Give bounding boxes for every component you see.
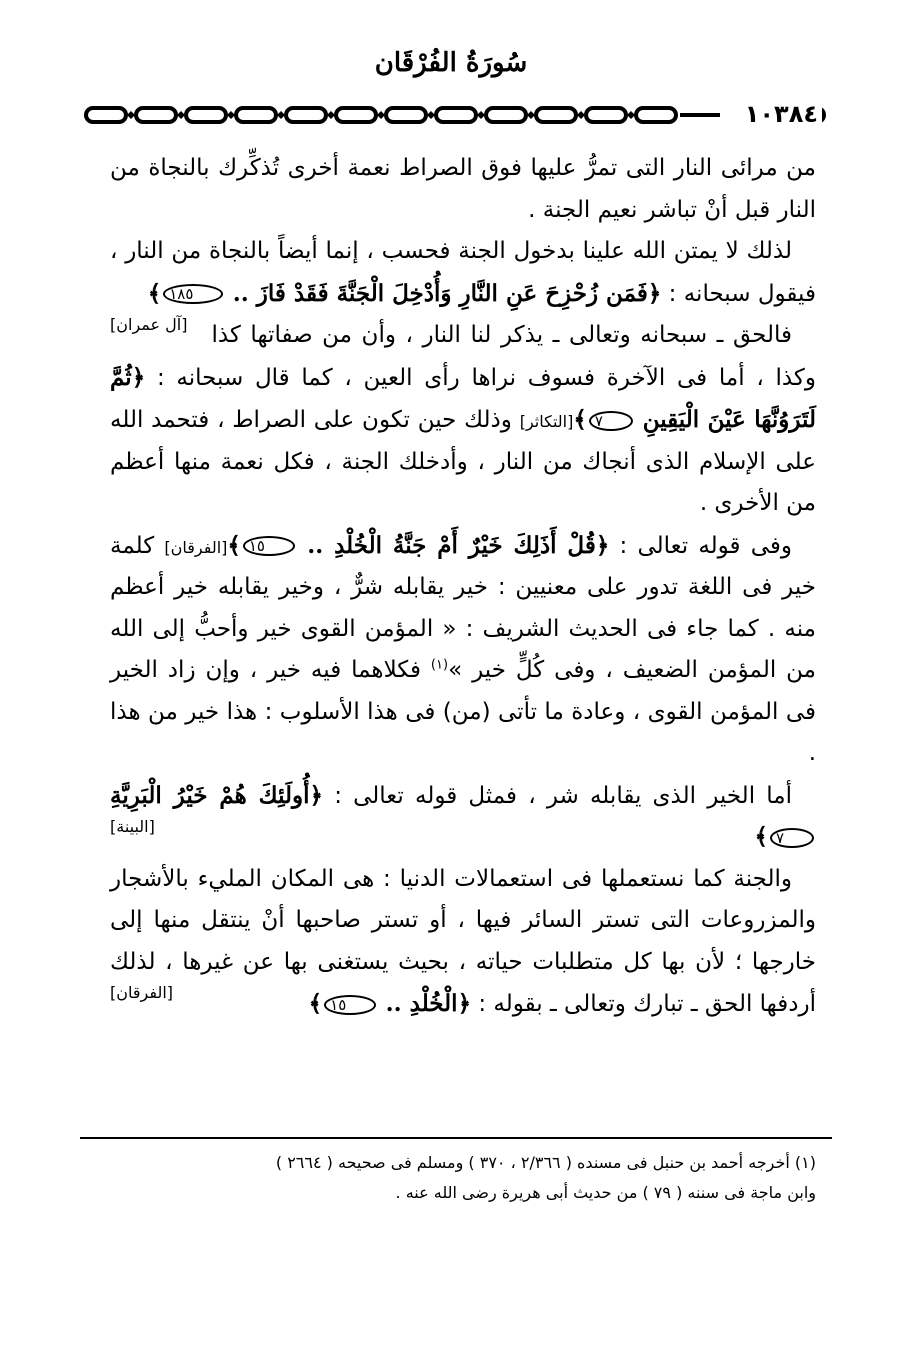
quran-verse-al-bayyina-7: أُولَئِكَ هُمْ خَيْرُ الْبَرِيَّةِ <box>110 781 310 809</box>
surah-reference-al-furqan: [الفرقان] <box>110 983 173 1002</box>
footnotes <box>110 1148 816 1208</box>
ornamental-header-rule <box>80 104 828 126</box>
ayah-number-7: ٧ <box>589 411 633 431</box>
paragraph-6 <box>110 859 816 1026</box>
surah-reference-al-bayyina: [البينة] <box>110 817 155 836</box>
ornate-bracket-open: ﴿ <box>457 991 472 1017</box>
surah-title: سُورَةُ الفُرْقَان <box>374 48 528 78</box>
paragraph-1: من مرائى النار التى تمرُّ عليها فوق الصراط نعمة أخرى تُذكِّرك بالنجاة من النار قبل أنْ تباشر نعيم الجنة . <box>110 155 816 223</box>
footnote-line-1: (١) أخرجه أحمد بن حنبل فى مسنده ( ٢/٣٦٦ ، ٣٧٠ ) ومسلم فى صحيحه ( ٢٦٦٤ ) <box>275 1153 816 1172</box>
paragraph-4-text-c: فكلاهما فيه خير ، وإن زاد الخير فى المؤمن القوى ، وعادة ما تأتى (من) فى هذا الأسلوب : هذا خير من هذا . <box>110 657 816 766</box>
ornate-bracket-open: ﴿ <box>131 364 146 391</box>
paragraph-2 <box>110 231 816 334</box>
paragraph-2-text: لذلك لا يمتن الله علينا بدخول الجنة فحسب ، إنما أيضاً بالنجاة من النار ، فيقول سبحانه : <box>110 238 816 307</box>
footnote-line-2: وابن ماجة فى سننه ( ٧٩ ) من حديث أبى هريرة رضى الله عنه . <box>395 1183 816 1202</box>
paragraph-3-text-b: وذلك حين تكون على الصراط ، فتحمد الله على الإسلام الذى أنجاك من النار ، وأدخلك الجنة ، فكل نعمة منها أعظم من الأخرى . <box>110 407 816 516</box>
footnote-divider <box>80 1137 832 1139</box>
paragraph-4 <box>110 525 816 775</box>
surah-reference-al-imran: [آل عمران] <box>110 315 188 334</box>
paragraph-5-text: أما الخير الذى يقابله شر ، فمثل قوله تعالى : <box>334 782 792 809</box>
paragraph-3 <box>110 315 816 525</box>
ayah-number-15: ١٥ <box>243 536 295 556</box>
body-text <box>110 148 816 1026</box>
paragraph-5 <box>110 775 816 859</box>
paragraph-4-text-b: كلمة خير فى اللغة تدور على معنيين : خير يقابله شرٌّ ، وخير يقابله خير أعظم منه . كما جاء فى الحديث الشريف : « المؤمن القوى خير وأحبُّ إلى الله من المؤمن الضعيف ، وفى كُلٍّ خير » <box>110 532 816 683</box>
ornate-bracket-open: ﴿ <box>595 532 610 559</box>
quran-verse-al-furqan-15: قُلْ أَذَلِكَ خَيْرٌ أَمْ جَنَّةُ الْخُلْدِ .. <box>307 531 596 559</box>
ornate-bracket-close: ﴾ <box>308 991 323 1017</box>
quran-verse-at-takathur-7: ثُمَّ لَتَرَوُنَّهَا عَيْنَ الْيَقِينِ <box>110 363 817 433</box>
ayah-number-7: ٧ <box>770 828 814 848</box>
footnote-marker-1: (١) <box>430 657 449 673</box>
ornate-bracket-close: ﴾ <box>147 280 162 307</box>
ayah-number-185: ١٨٥ <box>163 284 223 304</box>
ornate-bracket-close: ﴾ <box>573 407 587 433</box>
ornate-bracket-close: ﴾ <box>754 824 768 850</box>
paragraph-4-text-a: وفى قوله تعالى : <box>619 532 792 559</box>
quran-verse-al-imran-185: فَمَن زُحْزِحَ عَنِ النَّارِ وَأُدْخِلَ الْجَنَّةَ فَقَدْ فَازَ .. <box>232 279 648 307</box>
paragraph-6-text: والجنة كما نستعملها فى استعمالات الدنيا : هى المكان المليء بالأشجار والمزروعات التى تستر السائر فيها ، أو تستر صاحبها أنْ ينتقل منها إلى خارجها ؛ لأن بها كل متطلبات حياته ، بحيث يستغنى بها عن غيرها ، لذلك أردفها الحق ـ تبارك وتعالى ـ بقوله : <box>110 865 816 1017</box>
ornate-bracket-close: ﴾ <box>227 532 241 559</box>
surah-reference-at-takathur: [التكاثر] <box>519 412 574 431</box>
page-number: ١٠٣٨٤ <box>741 100 822 128</box>
quran-verse-al-furqan-15: الْخُلْدِ .. <box>385 990 458 1017</box>
ornate-bracket-open: ﴿ <box>647 280 662 307</box>
ornate-bracket-open: ﴿ <box>309 782 323 809</box>
paragraph-3-text-a: فالحق ـ سبحانه وتعالى ـ يذكر لنا النار ، وأن من صفاتها كذا وكذا ، أما فى الآخرة فسوف نراها رأى العين ، كما قال سبحانه : <box>156 322 816 391</box>
surah-reference-al-furqan: [الفرقان] <box>164 537 228 557</box>
ayah-number-15: ١٥ <box>324 995 376 1015</box>
